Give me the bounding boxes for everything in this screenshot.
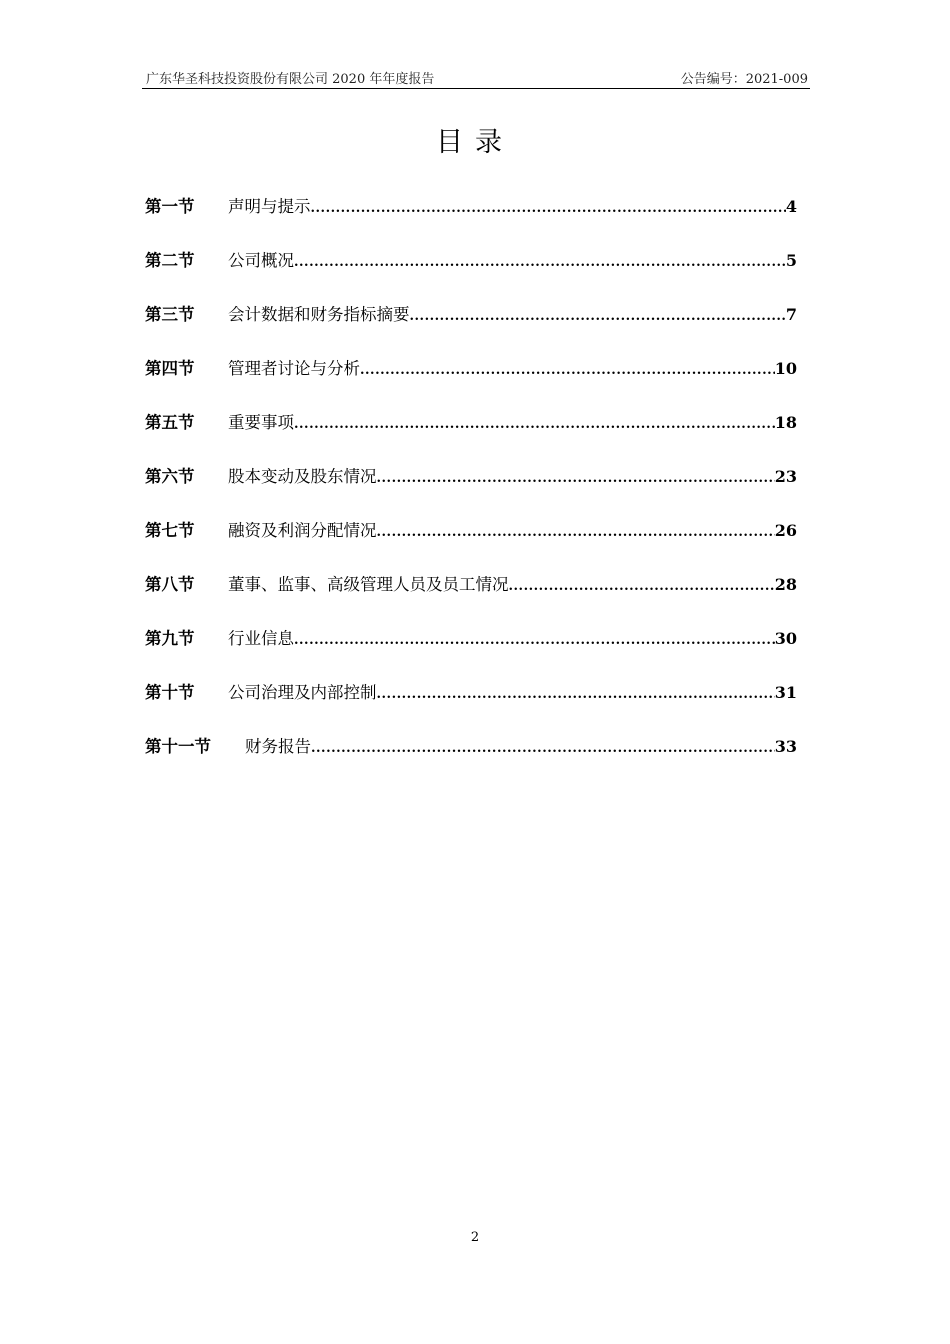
page-ref: 10: [774, 359, 797, 378]
toc-entry[interactable]: [145, 409, 797, 463]
dot-leader: [294, 411, 775, 439]
section-number: 第八节: [145, 575, 195, 594]
section-number: 第一节: [145, 197, 195, 216]
toc-entry[interactable]: [145, 625, 797, 679]
section-title: 公司概况: [228, 251, 294, 270]
section-number: 第七节: [145, 521, 195, 540]
page-header: [142, 66, 810, 89]
page-ref: 28: [774, 575, 797, 594]
section-title: 股本变动及股东情况: [228, 467, 377, 486]
page-ref: 30: [774, 629, 797, 648]
toc-entry[interactable]: [145, 463, 797, 517]
toc-entry[interactable]: [145, 571, 797, 625]
toc-entry[interactable]: [145, 517, 797, 571]
announcement-number: 公告编号：2021-009: [680, 72, 808, 87]
dot-leader: [377, 681, 775, 709]
dot-leader: [294, 627, 775, 655]
dot-leader: [360, 357, 775, 385]
toc-entry[interactable]: [145, 679, 797, 733]
page-ref: 23: [774, 467, 797, 486]
page-ref: 31: [774, 683, 797, 702]
section-title: 声明与提示: [228, 197, 311, 216]
section-number: 第九节: [145, 629, 195, 648]
page-ref: 7: [785, 305, 797, 324]
section-number: 第三节: [145, 305, 195, 324]
page-number: 2: [470, 1230, 480, 1245]
section-title: 财务报告: [245, 737, 311, 756]
dot-leader: [410, 303, 786, 331]
section-number: 第五节: [145, 413, 195, 432]
dot-leader: [311, 735, 775, 763]
report-title: 广东华圣科技投资股份有限公司 2020 年年度报告: [146, 72, 435, 87]
table-of-contents: [145, 193, 797, 787]
toc-heading: 目录: [436, 127, 514, 158]
section-title: 融资及利润分配情况: [228, 521, 377, 540]
section-number: 第四节: [145, 359, 195, 378]
page-ref: 18: [774, 413, 797, 432]
section-title: 公司治理及内部控制: [228, 683, 377, 702]
section-number: 第十节: [145, 683, 195, 702]
section-title: 管理者讨论与分析: [228, 359, 360, 378]
dot-leader: [294, 249, 786, 277]
page-ref: 26: [774, 521, 797, 540]
section-number: 第十一节: [145, 737, 211, 756]
dot-leader: [377, 465, 775, 493]
page-ref: 33: [774, 737, 797, 756]
section-title: 重要事项: [228, 413, 294, 432]
dot-leader: [509, 573, 775, 601]
section-title: 董事、监事、高级管理人员及员工情况: [228, 575, 509, 594]
toc-entry[interactable]: [145, 193, 797, 247]
toc-entry[interactable]: [145, 301, 797, 355]
toc-entry[interactable]: [145, 355, 797, 409]
section-title: 会计数据和财务指标摘要: [228, 305, 410, 324]
section-number: 第二节: [145, 251, 195, 270]
page-ref: 5: [785, 251, 797, 270]
section-title: 行业信息: [228, 629, 294, 648]
section-number: 第六节: [145, 467, 195, 486]
toc-entry[interactable]: [145, 733, 797, 787]
dot-leader: [377, 519, 775, 547]
toc-entry[interactable]: [145, 247, 797, 301]
dot-leader: [311, 195, 786, 223]
page-ref: 4: [785, 197, 797, 216]
